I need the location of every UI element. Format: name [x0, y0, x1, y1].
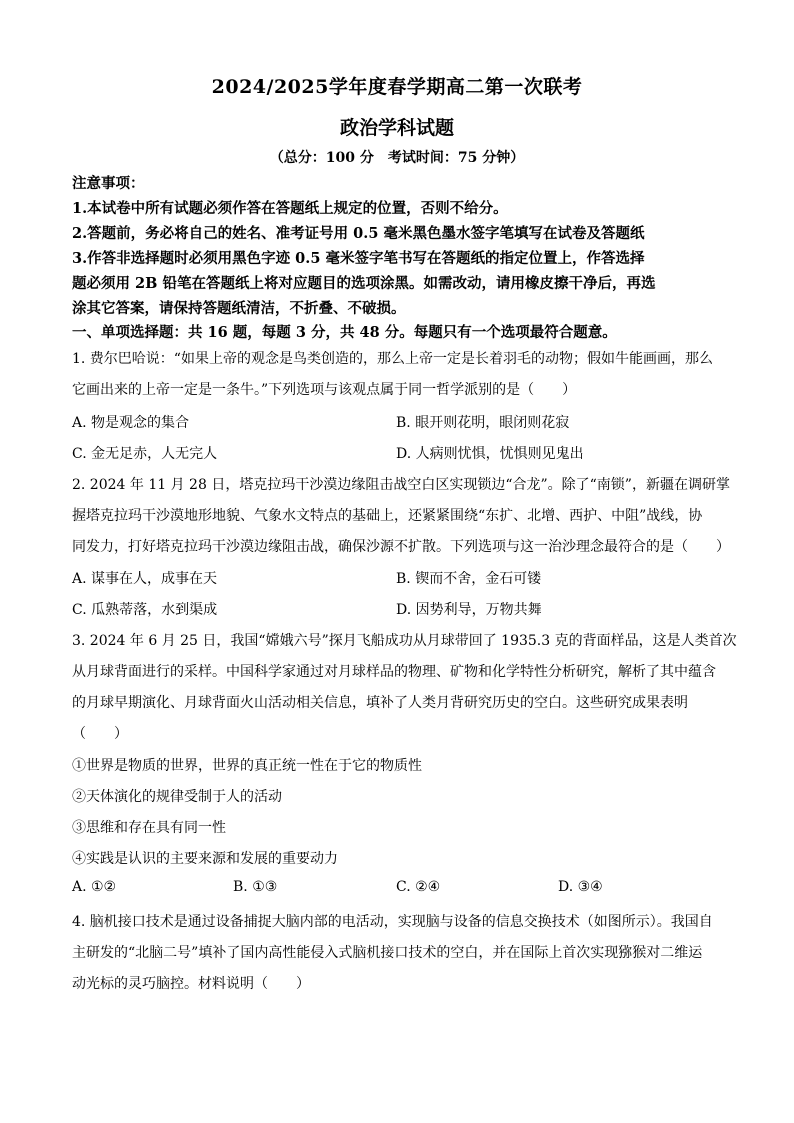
q3-option-b: B. ①③	[233, 879, 278, 895]
subject-title: 政治学科试题	[339, 117, 454, 139]
notice-item: 2.答题前，务必将自己的姓名、准考证号用 0.5 毫米黑色墨水签字笔填写在试卷及答题纸	[72, 225, 645, 242]
exam-meta: （总分：100 分 考试时间：75 分钟）	[269, 150, 525, 166]
q3-option-c: C. ②④	[396, 879, 441, 895]
q1-option-c: C. 金无足赤，人无完人	[72, 446, 218, 462]
question-2-text: 同发力，打好塔克拉玛干沙漠边缘阻击战，确保沙源不扩散。下列选项与这一治沙理念最符合的是（ ）	[72, 539, 730, 555]
notice-item: 3.作答非选择题时必须用黑色字迹 0.5 毫米签字笔书写在答题纸的指定位置上，作答选择	[72, 250, 645, 267]
question-1-text: 1. 费尔巴哈说：“如果上帝的观念是鸟类创造的，那么上帝一定是长着羽毛的动物；假如牛能画画，那么	[72, 351, 713, 367]
q3-statement: ③思维和存在具有同一性	[72, 820, 226, 836]
q2-option-b: B. 锲而不舍，金石可镂	[396, 571, 542, 587]
q3-option-a: A. ①②	[72, 879, 117, 895]
q3-statement: ④实践是认识的主要来源和发展的重要动力	[72, 851, 338, 867]
question-3-text: 的月球早期演化、月球背面火山活动相关信息，填补了人类月背研究历史的空白。这些研究成果表明	[72, 695, 688, 711]
question-2-text: 2. 2024 年 11 月 28 日，塔克拉玛干沙漠边缘阻击战空白区实现锁边“合龙”。除了“南锁”，新疆在调研掌	[72, 477, 730, 493]
q1-option-b: B. 眼开则花明，眼闭则花寂	[396, 415, 570, 431]
question-3-text: （ ）	[72, 726, 128, 742]
notice-item: 题必须用 2B 铅笔在答题纸上将对应题目的选项涂黑。如需改动，请用橡皮擦干净后，再选	[72, 275, 656, 292]
question-3-text: 3. 2024 年 6 月 25 日，我国“嫦娥六号”探月飞船成功从月球带回了 1935.3 克的背面样品，这是人类首次	[72, 633, 737, 649]
notice-heading: 注意事项：	[72, 175, 145, 192]
question-3-text: 从月球背面进行的采样。中国科学家通过对月球样品的物理、矿物和化学特性分析研究，解析了其中蕴含	[72, 664, 716, 680]
q3-option-d: D. ③④	[558, 879, 603, 895]
question-2-text: 握塔克拉玛干沙漠地形地貌、气象水文特点的基础上，还紧紧围绕“东扩、北增、西护、中阻”战线，协	[72, 508, 703, 524]
exam-title: 2024/2025学年度春学期高二第一次联考	[211, 76, 583, 98]
question-4-text: 主研发的“北脑二号”填补了国内高性能侵入式脑机接口技术的空白，并在国际上首次实现猕猴对二维运	[72, 945, 703, 961]
section-heading: 一、单项选择题：共 16 题，每题 3 分，共 48 分。每题只有一个选项最符合题意。	[72, 324, 617, 341]
q1-option-d: D. 人病则忧惧，忧惧则见鬼出	[396, 446, 584, 462]
notice-item: 1.本试卷中所有试题必须作答在答题纸上规定的位置，否则不给分。	[72, 200, 508, 217]
q2-option-d: D. 因势利导，万物共舞	[396, 602, 542, 618]
q1-option-a: A. 物是观念的集合	[72, 415, 190, 431]
notice-item: 涂其它答案，请保持答题纸清洁，不折叠、不破损。	[72, 300, 406, 317]
q3-statement: ②天体演化的规律受制于人的活动	[72, 789, 282, 805]
question-1-text: 它画出来的上帝一定是一条牛。”下列选项与该观点属于同一哲学派别的是（ ）	[72, 382, 577, 398]
question-4-text: 4. 脑机接口技术是通过设备捕捉大脑内部的电活动，实现脑与设备的信息交换技术（如图所示）。我国自	[72, 914, 713, 930]
question-4-text: 动光标的灵巧脑控。材料说明（ ）	[72, 976, 310, 992]
q2-option-a: A. 谋事在人，成事在天	[72, 571, 218, 587]
q3-statement: ①世界是物质的世界，世界的真正统一性在于它的物质性	[72, 758, 422, 774]
q2-option-c: C. 瓜熟蒂落，水到渠成	[72, 602, 218, 618]
